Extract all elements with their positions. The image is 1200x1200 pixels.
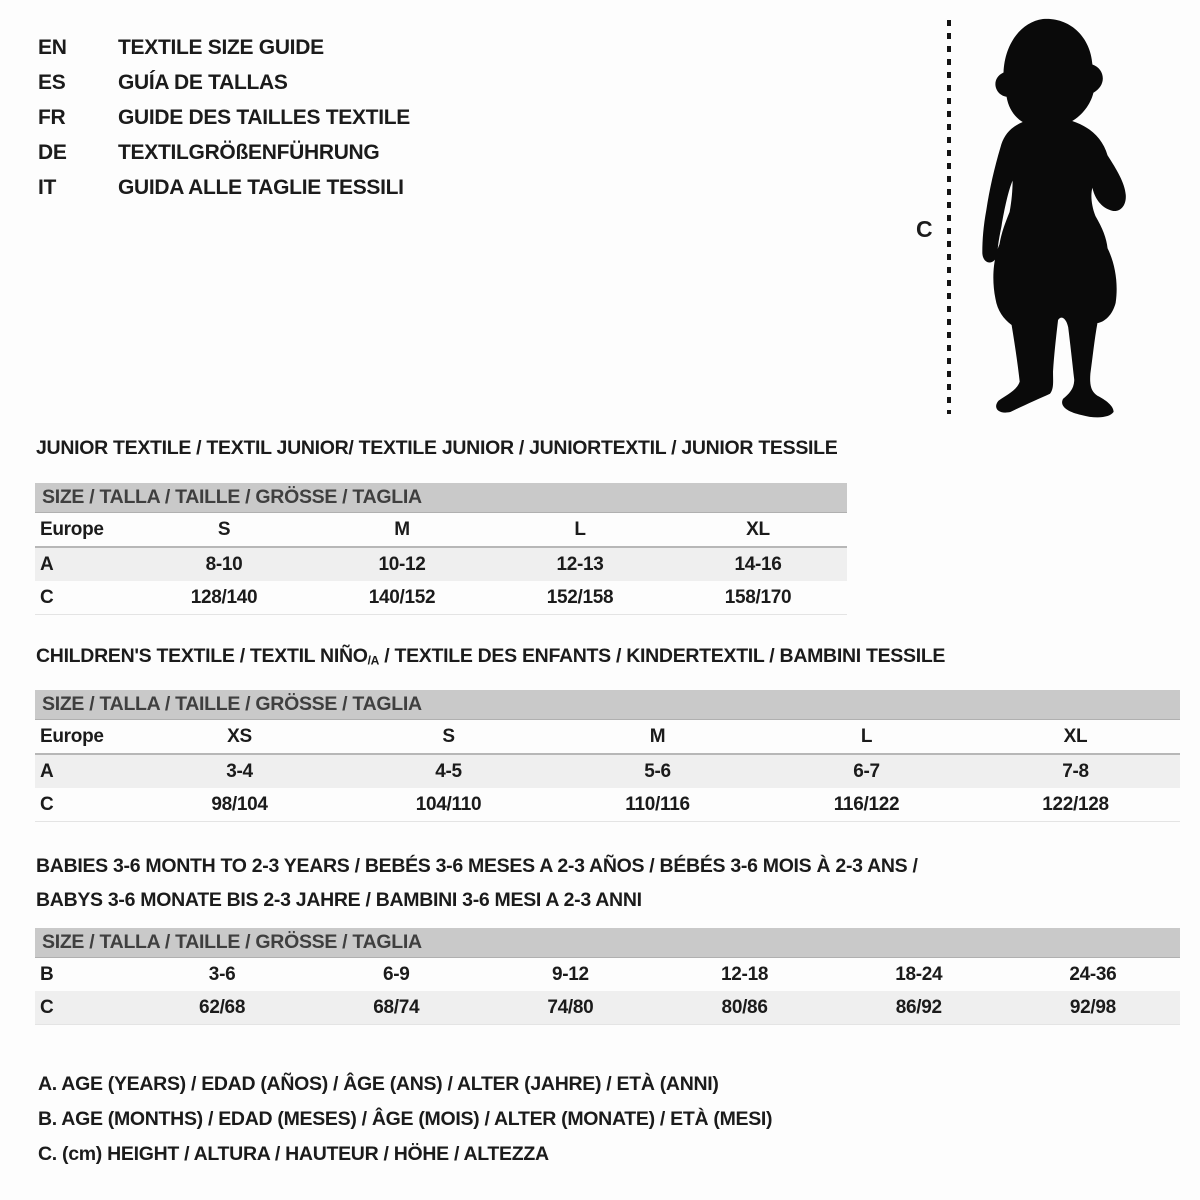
size-cell: XL [746, 518, 770, 540]
row-label: C [40, 996, 54, 1018]
table-row-age [35, 755, 1180, 788]
age-cell: 8-10 [205, 553, 243, 575]
height-cell: 86/92 [895, 996, 942, 1018]
age-cell: 12-13 [556, 553, 604, 575]
language-title-de: TEXTILGRÖßENFÜHRUNG [118, 141, 380, 164]
size-header-bar: SIZE / TALLA / TAILLE / GRÖSSE / TAGLIA [35, 928, 1180, 958]
height-cell: 104/110 [415, 793, 482, 815]
size-cell: XS [227, 725, 252, 747]
babies-table-title-line2: BABYS 3-6 MONATE BIS 2-3 JAHRE / BAMBINI 3-6 MESI A 2-3 ANNI [36, 889, 642, 911]
height-cell: 92/98 [1069, 996, 1116, 1018]
language-code-de: DE [38, 141, 67, 164]
size-cell: S [217, 518, 231, 540]
age-cell: 4-5 [435, 760, 462, 782]
height-cell: 62/68 [199, 996, 246, 1018]
size-header-bar: SIZE / TALLA / TAILLE / GRÖSSE / TAGLIA [35, 690, 1180, 720]
language-title-en: TEXTILE SIZE GUIDE [118, 36, 324, 59]
language-code-es: ES [38, 71, 66, 94]
table-row-height [35, 581, 847, 615]
height-cell: 140/152 [368, 586, 436, 608]
table-row-height [35, 991, 1180, 1025]
title-text: JUNIOR TEXTILE / TEXTIL JUNIOR/ TEXTILE JUNIOR / JUNIORTEXTIL / JUNIOR TESSILE [36, 437, 838, 459]
language-code-en: EN [38, 36, 67, 59]
language-code-it: IT [38, 176, 57, 199]
size-cell: M [394, 518, 410, 540]
language-code-fr: FR [38, 106, 66, 129]
language-title-fr: GUIDE DES TAILLES TEXTILE [118, 106, 410, 129]
height-cell: 74/80 [547, 996, 594, 1018]
height-cell: 98/104 [211, 793, 268, 815]
months-cell: 3-6 [208, 963, 236, 985]
children-size-table [35, 690, 1180, 822]
table-row-europe [35, 513, 847, 548]
table-row-months [35, 958, 1180, 991]
size-cell: M [649, 725, 666, 747]
legend-age-months: B. AGE (MONTHS) / EDAD (MESES) / ÂGE (MOIS) / ALTER (MONATE) / ETÀ (MESI) [38, 1108, 773, 1130]
age-cell: 5-6 [644, 760, 671, 782]
title-text: / TEXTILE DES ENFANTS / KINDERTEXTIL / BAMBINI TESSILE [379, 645, 946, 667]
row-label: B [40, 963, 54, 985]
row-label: Europe [40, 518, 104, 540]
row-label: A [40, 553, 54, 575]
height-cell: 68/74 [373, 996, 420, 1018]
language-list [38, 30, 410, 205]
height-cell: 122/128 [1042, 793, 1109, 815]
table-row-height [35, 788, 1180, 822]
size-header-bar: SIZE / TALLA / TAILLE / GRÖSSE / TAGLIA [35, 483, 847, 513]
height-cell: 80/86 [721, 996, 768, 1018]
size-cell: L [574, 518, 586, 540]
months-cell: 12-18 [721, 963, 769, 985]
age-cell: 6-7 [853, 760, 880, 782]
height-cell: 128/140 [190, 586, 258, 608]
height-cell: 116/122 [833, 793, 900, 815]
babies-size-table [35, 928, 1180, 1025]
height-measure-dashed-line [947, 20, 951, 414]
size-cell: XL [1063, 725, 1088, 747]
junior-table-title [36, 437, 838, 460]
size-cell: S [442, 725, 455, 747]
row-label: Europe [40, 725, 104, 747]
months-cell: 9-12 [552, 963, 589, 985]
height-cell: 158/170 [724, 586, 792, 608]
months-cell: 6-9 [382, 963, 410, 985]
age-cell: 14-16 [734, 553, 782, 575]
age-cell: 7-8 [1062, 760, 1089, 782]
babies-table-title-line1: BABIES 3-6 MONTH TO 2-3 YEARS / BEBÉS 3-6 MESES A 2-3 AÑOS / BÉBÉS 3-6 MOIS À 2-3 ANS / [36, 855, 918, 877]
age-cell: 3-4 [226, 760, 253, 782]
legend-height-cm: C. (cm) HEIGHT / ALTURA / HAUTEUR / HÖHE / ALTEZZA [38, 1143, 549, 1165]
size-cell: L [860, 725, 873, 747]
months-cell: 24-36 [1069, 963, 1117, 985]
title-text: CHILDREN'S TEXTILE / TEXTIL NIÑO [36, 645, 368, 667]
table-row-age [35, 548, 847, 581]
height-measure-label: C [916, 216, 933, 242]
legend-age-years: A. AGE (YEARS) / EDAD (AÑOS) / ÂGE (ANS) / ALTER (JAHRE) / ETÀ (ANNI) [38, 1073, 719, 1095]
junior-size-table [35, 483, 847, 615]
row-label: C [40, 586, 54, 608]
language-title-it: GUIDA ALLE TAGLIE TESSILI [118, 176, 404, 199]
children-table-title [36, 645, 945, 668]
months-cell: 18-24 [895, 963, 943, 985]
age-cell: 10-12 [378, 553, 426, 575]
row-label: A [40, 760, 54, 782]
row-label: C [40, 793, 54, 815]
title-subscript: /A [367, 653, 380, 668]
toddler-silhouette-icon [962, 16, 1140, 420]
table-row-europe [35, 720, 1180, 755]
height-cell: 152/158 [546, 586, 614, 608]
language-title-es: GUÍA DE TALLAS [118, 71, 288, 94]
height-cell: 110/116 [625, 793, 690, 815]
